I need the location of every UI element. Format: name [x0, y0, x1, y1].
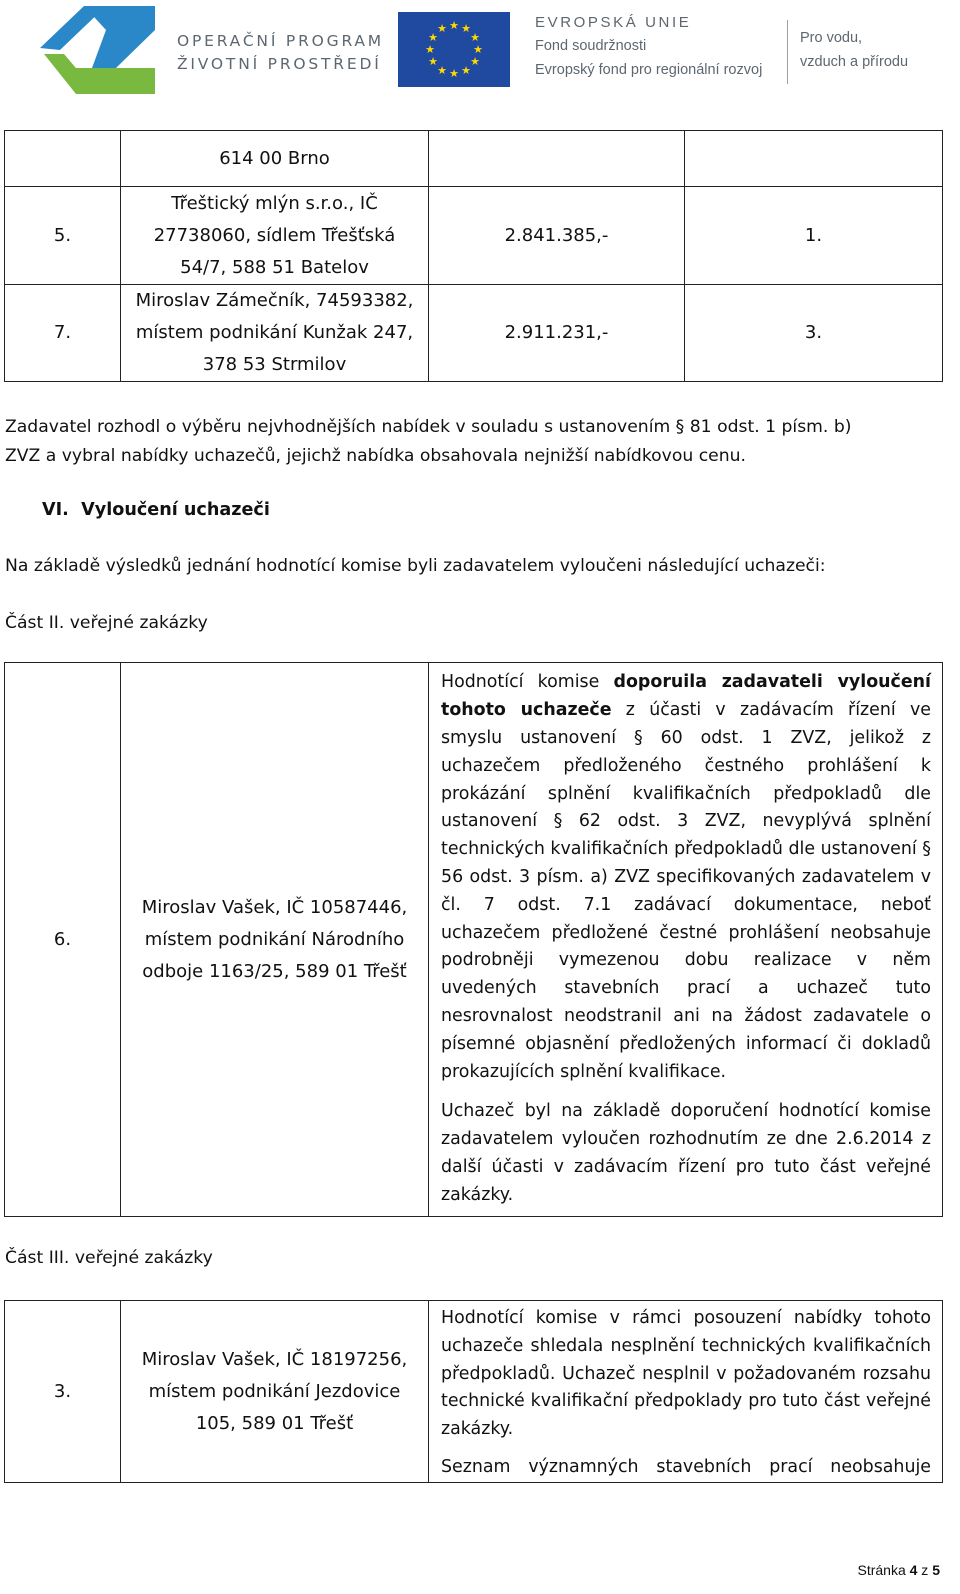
excluded-bidder: [121, 1301, 429, 1483]
svg-text:★: ★: [470, 55, 480, 68]
slogan-line1: Pro vodu,: [800, 30, 863, 46]
bid-rank: 1.: [685, 187, 943, 285]
bidder-line: Třeštický mlýn s.r.o., IČ: [171, 192, 378, 214]
bidder-address: 614 00 Brno: [121, 131, 429, 187]
footer-label: Stránka: [857, 1562, 910, 1578]
decision-line2: ZVZ a vybral nabídky uchazečů, jejichž nabídka obsahovala nejnižší nabídkovou cenu.: [5, 446, 746, 466]
table-cell: [685, 131, 943, 187]
section-title: Vyloučení uchazeči: [81, 500, 270, 520]
excluded-table-part2: [4, 662, 943, 1217]
header-divider: [787, 20, 788, 84]
table-row: [5, 663, 943, 1217]
bid-price: 2.911.231,-: [429, 285, 685, 382]
reason-paragraph: [429, 669, 942, 1086]
part-label: Část III. veřejné zakázky: [5, 1248, 213, 1268]
exclusion-reason: [429, 663, 943, 1217]
svg-text:★: ★: [449, 67, 459, 80]
page-header: [0, 0, 960, 110]
page-total: 5: [932, 1562, 940, 1578]
svg-text:★: ★: [449, 19, 459, 32]
excluded-number: 6.: [5, 663, 121, 1217]
eu-title: EVROPSKÁ UNIE: [535, 14, 692, 31]
svg-text:★: ★: [425, 43, 435, 56]
reason-text: z účasti v zadávacím řízení ve smyslu ustanovení § 60 odst. 1 ZVZ, jelikož z uchazečem předloženého čestného prohlášení k prokázání splnění kvalifikačních předpokladů dle ustanovení § 62 odst. 3 ZVZ, nevyplývá splnění technických kvalifikačních předpokladů dle ustanovení § 56 odst. 3 písm. a) ZVZ specifikovaných zadavatelem v čl. 7 odst. 7.1 zadávací dokumentace, neboť uchazečem předložené čestné prohlášení neobsahuje podrobněji vymezenou dobu realizace v něm uvedených stavebních prací a uchazeč tuto nesrovnalost neodstranil ani na žádost zadavatele o písemné objasnění předložených informací či dokladů prokazujících splnění kvalifikace.: [441, 700, 931, 1082]
svg-text:★: ★: [473, 43, 483, 56]
table-cell: [429, 131, 685, 187]
svg-text:★: ★: [428, 31, 438, 44]
bidder-line: Miroslav Zámečník, 74593382,: [135, 290, 414, 311]
eu-fund1: Fond soudržnosti: [535, 38, 647, 54]
section-intro: Na základě výsledků jednání hodnotící komise byli zadavatelem vyloučeni následující uchazeči:: [5, 556, 826, 576]
exclusion-reason: [429, 1301, 943, 1483]
bidder-line: Miroslav Vašek, IČ 10587446,: [141, 896, 408, 918]
table-row: [5, 187, 943, 285]
bid-rank: 3.: [685, 285, 943, 382]
bidder-line: 27738060, sídlem Třešťská: [153, 224, 396, 246]
bidder-name: [121, 187, 429, 285]
decision-line1: Zadavatel rozhodl o výběru nejvhodnějších nabídek v souladu s ustanovením § 81 odst. 1 písm. b): [5, 417, 852, 437]
page-footer: [857, 1562, 940, 1578]
table-row: [5, 285, 943, 382]
section-number: VI.: [42, 500, 69, 520]
bidder-line: Miroslav Vašek, IČ 18197256,: [141, 1348, 408, 1370]
reason-text: Hodnotící komise: [441, 672, 614, 693]
svg-text:★: ★: [470, 31, 480, 44]
slogan-line2: vzduch a přírodu: [800, 54, 909, 70]
excluded-bidder: [121, 663, 429, 1217]
footer-of: z: [917, 1562, 933, 1578]
bidder-line: místem podnikání Národního: [144, 928, 405, 950]
table-row: [5, 1301, 943, 1483]
page-number: 4: [909, 1562, 918, 1578]
bidder-line: odboje 1163/25, 589 01 Třešť: [142, 960, 407, 982]
svg-text:★: ★: [437, 22, 447, 35]
svg-text:★: ★: [461, 64, 471, 77]
op-text: [177, 30, 384, 76]
bidder-line: 54/7, 588 51 Batelov: [180, 256, 369, 278]
bidder-line: 105, 589 01 Třešť: [195, 1412, 354, 1434]
section-heading: [42, 496, 270, 525]
eu-text: [535, 12, 762, 82]
decision-paragraph: Uchazeč byl na základě doporučení hodnotící komise zadavatelem vyloučen rozhodnutím ze dne 2.6.2014 z další účasti v zadávacím řízení pro tuto část veřejné zakázky.: [441, 1101, 931, 1205]
reason-paragraph: Hodnotící komise v rámci posouzení nabídky tohoto uchazeče shledala nesplnění technických kvalifikačních předpokladů. Uchazeč nesplnil v požadovaném rozsahu technické kvalifikační předpoklady pro tuto část veřejné zakázky.: [441, 1308, 931, 1440]
eu-fund2: Evropský fond pro regionální rozvoj: [535, 62, 763, 78]
op-zp-logo: [40, 6, 155, 96]
bidder-line: místem podnikání Kunžak 247,: [135, 322, 414, 343]
svg-text:★: ★: [428, 55, 438, 68]
bidder-line: místem podnikání Jezdovice: [148, 1380, 401, 1402]
reason-paragraph: Seznam významných stavebních prací neobsahuje: [441, 1456, 931, 1477]
table-row: [5, 131, 943, 187]
reason-bold-text: doporuila zadavateli vyloučení tohoto uchazeče: [441, 672, 931, 721]
slogan: [800, 26, 908, 74]
bidder-number: 7.: [5, 285, 121, 382]
eu-flag-icon: [398, 12, 510, 87]
op-line1: OPERAČNÍ PROGRAM: [177, 32, 384, 50]
op-line2: ŽIVOTNÍ PROSTŘEDÍ: [177, 55, 382, 73]
offers-table: [4, 130, 943, 382]
bid-price: 2.841.385,-: [429, 187, 685, 285]
part-label: Část II. veřejné zakázky: [5, 613, 208, 633]
bidder-name: [121, 285, 429, 382]
bidder-line: 378 53 Strmilov: [202, 354, 347, 375]
excluded-number: 3.: [5, 1301, 121, 1483]
table-cell: [5, 131, 121, 187]
bidder-number: 5.: [5, 187, 121, 285]
excluded-table-part3: [4, 1300, 943, 1483]
decision-paragraph: [5, 413, 851, 471]
svg-text:★: ★: [461, 22, 471, 35]
svg-text:★: ★: [437, 64, 447, 77]
